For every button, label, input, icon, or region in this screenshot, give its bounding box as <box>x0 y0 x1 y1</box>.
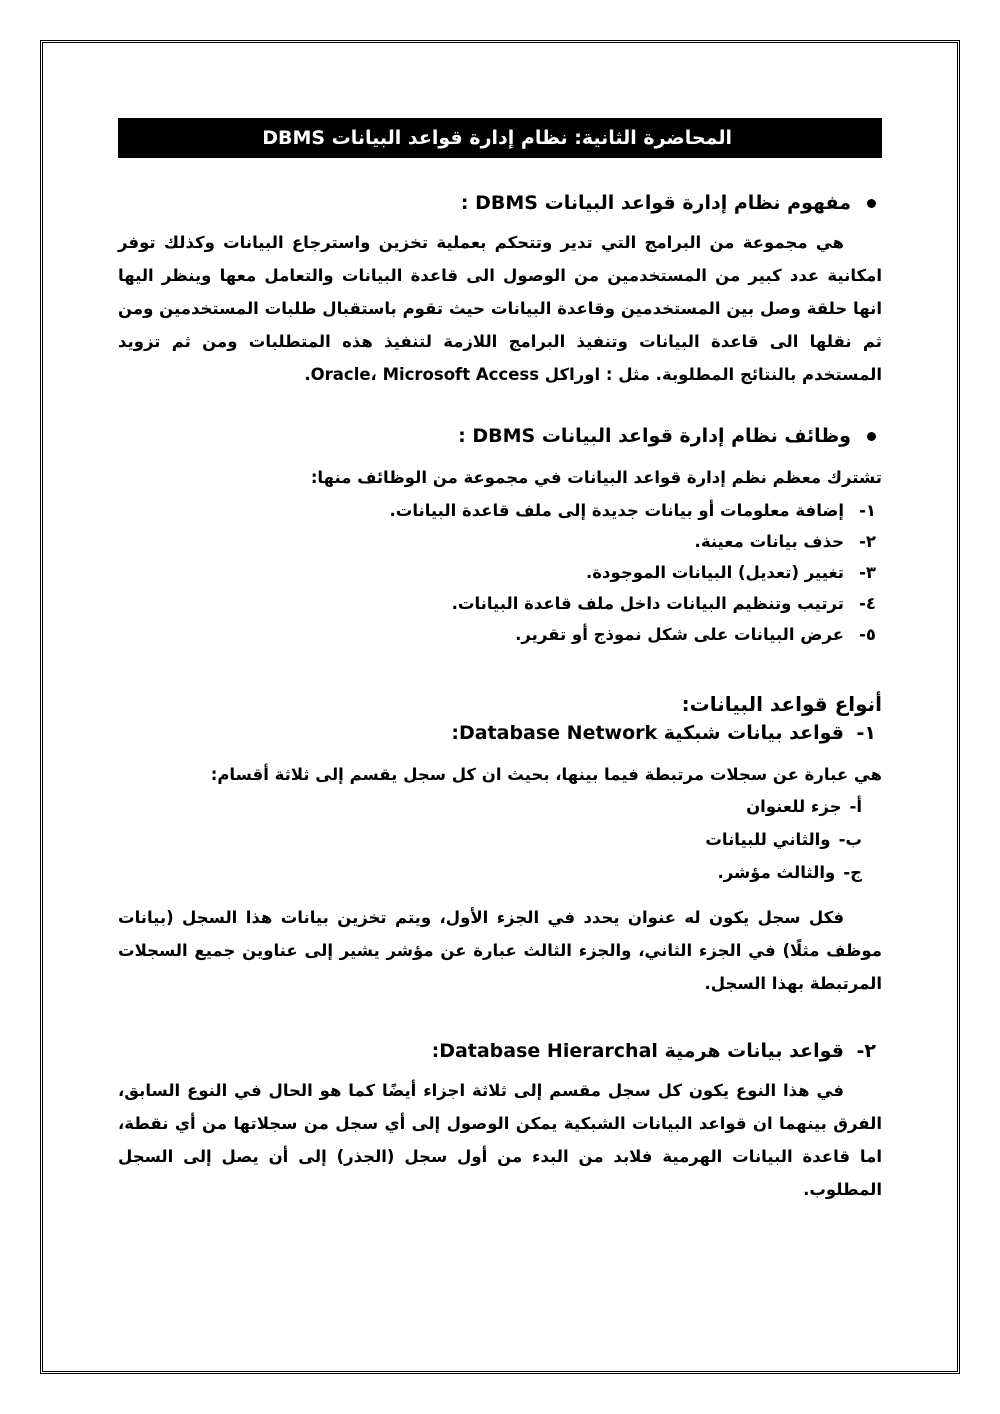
functions-heading <box>118 425 882 447</box>
document-content <box>118 118 882 1206</box>
list-item: ب- والثاني للبيانات <box>705 830 862 849</box>
list-item: ١- إضافة معلومات أو بيانات جديدة إلى ملف قاعدة البيانات. <box>389 501 876 520</box>
concept-heading-text: مفهوم نظام إدارة قواعد البيانات DBMS : <box>460 192 851 214</box>
lecture-title: المحاضرة الثانية: نظام إدارة قواعد البيانات DBMS <box>118 118 882 158</box>
concept-paragraph <box>118 226 882 391</box>
functions-list <box>118 495 882 650</box>
bullet-icon <box>867 199 876 208</box>
hierarchical-paragraph: في هذا النوع يكون كل سجل مقسم إلى ثلاثة اجزاء أيضًا كما هو الحال في النوع السابق، الفرق بينهما ان قواعد البيانات الشبكية يمكن الوصول إلى أي سجل من سجلاتها من أي نقطة، اما قاعدة البيانات الهرمية فلابد من البدء من أول سجل (الجذر) إلى أن يصل إلى السجل المطلوب. <box>118 1081 882 1199</box>
functions-heading-text: وظائف نظام إدارة قواعد البيانات DBMS : <box>458 425 851 447</box>
bullet-icon <box>867 432 876 441</box>
list-item: ٣- تغيير (تعديل) البيانات الموجودة. <box>586 563 876 582</box>
network-parts-list <box>118 790 882 889</box>
network-paragraph: فكل سجل يكون له عنوان يحدد في الجزء الأول، ويتم تخزين بيانات هذا السجل (بيانات موظف مثلًا) في الجزء الثاني، والجزء الثالث عبارة عن مؤشر يشير إلى عناوين جميع السجلات المرتبطة بهذا السجل. <box>118 908 882 993</box>
list-item: ٥- عرض البيانات على شكل نموذج أو تقرير. <box>515 625 876 644</box>
concept-paragraph-text: هي مجموعة من البرامج التي تدير وتتحكم بعملية تخزين واسترجاع البيانات وكذلك توفر امكانية عدد كبير من المستخدمين من الوصول الى قاعدة البيانات والتعامل معها وينظر اليها انها حلقة وصل بين المستخدمين وقاعدة البيانات حيث تقوم باستقبال طلبات المستخدمين ومن ثم نقلها الى قاعدة البيانات وتنفيذ البرامج اللازمة لتنفيذ هذه المتطلبات ومن ثم تزويد المستخدم بالنتائج المطلوبة. مثل : اوراكل Oracle، Microsoft Access. <box>118 233 882 384</box>
list-item: ج- والثالث مؤشر. <box>717 863 862 882</box>
types-heading: أنواع قواعد البيانات: <box>681 692 882 716</box>
network-heading: ١- قواعد بيانات شبكية Database Network: <box>451 722 876 744</box>
functions-intro: تشترك معظم نظم إدارة قواعد البيانات في مجموعة من الوظائف منها: <box>310 468 882 487</box>
list-item: أ- جزء للعنوان <box>746 797 862 816</box>
list-item: ٤- ترتيب وتنظيم البيانات داخل ملف قاعدة البيانات. <box>451 594 876 613</box>
list-item: ٢- حذف بيانات معينة. <box>694 532 876 551</box>
network-intro: هي عبارة عن سجلات مرتبطة فيما بينها، بحيث ان كل سجل يقسم إلى ثلاثة أقسام: <box>210 765 882 784</box>
concept-heading <box>118 192 882 214</box>
hierarchical-heading: ٢- قواعد بيانات هرمية Database Hierarchal: <box>431 1040 876 1062</box>
